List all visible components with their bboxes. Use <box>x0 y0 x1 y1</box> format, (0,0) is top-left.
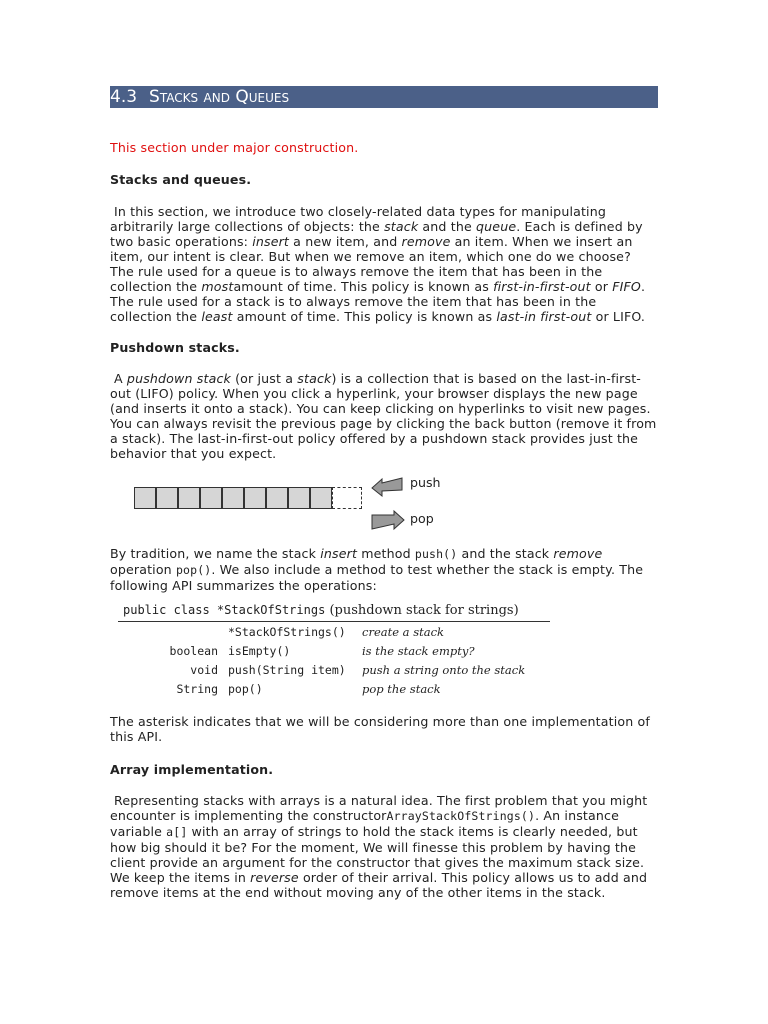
api-row: boolean isEmpty() is the stack empty? <box>169 644 475 658</box>
stack-diagram <box>110 475 658 535</box>
stack-cell <box>222 487 244 509</box>
push-label: push <box>410 475 441 490</box>
heading-pushdown-stacks: Pushdown stacks. <box>110 340 240 355</box>
api-row: *StackOfStrings() create a stack <box>228 625 444 639</box>
pop-arrow <box>372 511 404 529</box>
stack-cell <box>244 487 266 509</box>
stack-cell <box>310 487 332 509</box>
array-paragraph: Representing stacks with arrays is a natural idea. The first problem that you might encounter is implementing the constructorArrayStackOfStrings(). An instance variable a[] with an array of strings to hold the stack items is clearly needed, but how big should it be? For the moment, We will finesse this problem by having the client provide an argument for the constructor that gives the maximum stack size. We keep the items in reverse order of their arrival. This policy allows us to add and remove items at the end without moving any of the other items in the stack. <box>110 793 648 900</box>
api-row: void push(String item) push a string onto the stack <box>190 663 526 677</box>
stack-cell <box>134 487 156 509</box>
section-number: 4.3 <box>110 87 138 107</box>
section-title: Stacks and Queues <box>149 87 290 107</box>
heading-array-implementation: Array implementation. <box>110 762 274 777</box>
stack-cell <box>266 487 288 509</box>
push-arrow <box>372 478 402 496</box>
api-header: public class *StackOfStrings (pushdown stack for strings) <box>123 603 519 618</box>
section-title-bar <box>110 86 658 108</box>
api-rule <box>118 621 550 622</box>
stack-cell <box>288 487 310 509</box>
stack-cell <box>200 487 222 509</box>
intro-paragraph: In this section, we introduce two closely-related data types for manipulating arbitrarily large collections of objects: the stack and the queue. Each is defined by two basic operations: insert a new item, and remove an item. When we insert an item, our intent is clear. But when we remove an item, which one do we choose? The rule used for a queue is to always remove the item that has been in the collection the mostamount of time. This policy is known as first-in-first-out or FIFO. The rule used for a stack is to always remove the item that has been in the collection the least amount of time. This policy is known as last-in first-out or LIFO. <box>110 204 646 324</box>
push-pop-arrows <box>368 475 408 535</box>
construction-warning: This section under major construction. <box>110 140 359 155</box>
tradition-paragraph: By tradition, we name the stack insert method push() and the stack remove operation pop(). We also include a method to test whether the stack is empty. The following API summarizes the operations: <box>110 546 644 593</box>
pushdown-paragraph: A pushdown stack (or just a stack) is a collection that is based on the last-in-first-out (LIFO) policy. When you click a hyperlink, your browser displays the new page (and inserts it onto a stack). You can keep clicking on hyperlinks to visit new pages. You can always revisit the previous page by clicking the back button (remove it from a stack). The last-in-first-out policy offered by a pushdown stack provides just the behavior that you expect. <box>110 371 657 461</box>
api-row: String pop() pop the stack <box>176 682 441 696</box>
heading-stacks-and-queues: Stacks and queues. <box>110 172 252 187</box>
stack-empty-slot <box>332 487 362 509</box>
stack-cell <box>156 487 178 509</box>
asterisk-paragraph: The asterisk indicates that we will be considering more than one implementation of this API. <box>110 714 650 744</box>
stack-cell <box>178 487 200 509</box>
pop-label: pop <box>410 511 434 526</box>
